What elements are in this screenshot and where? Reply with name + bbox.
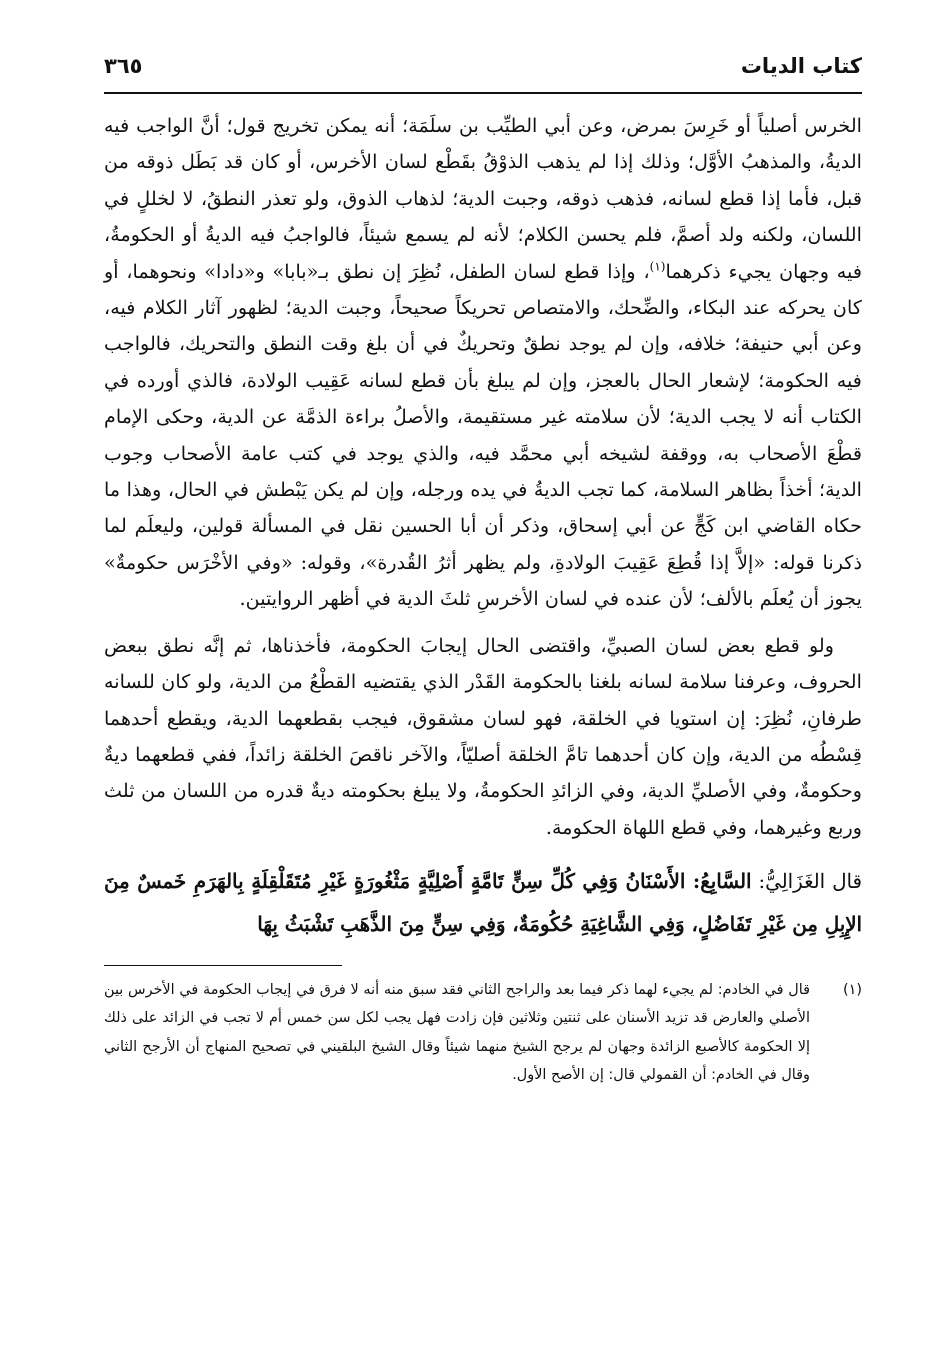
footnote-reference[interactable]: (١) (649, 259, 666, 274)
paragraph-1-text-b: ، وإذا قطع لسان الطفل، نُظِرَ إن نطق بـ«بابا» و«دادا» ونحوهما، أو كان يحركه عند البكاء، والضِّحك، والامتصاص تحريكاً صحيحاً، وجبت الدية؛ لظهور آثار الكلام فيه، وعن أبي حنيفة؛ خلافه، وإن لم يوجد نطقٌ وتحريكٌ في أن بلغ وقت النطق والتحريك، فالواجب فيه الحكومة؛ لإشعار الحال بالعجز، وإن لم يبلغ بأن قطع لسانه عَقِيب الولادة، فالذي أورده في الكتاب أنه لا يجب الدية؛ لأن سلامته غير مستقيمة، والأصلُ براءة الذمَّة عن الدية، وحكى الإمام قطْعَ الأصحاب به، ووقفة لشيخه أبي محمَّد فيه، والذي يوجد في كتب عامة الأصحاب وجوب الدية؛ أخذاً بظاهر السلامة، كما تجب الديةُ في يده ورجله، وإن لم يكن يَبْطش في الحال، وهذا ما حكاه القاضي ابن كَجٍّ عن أبي إسحاق، وذكر أن أبا الحسين نقل في المسألة قولين، وليعلَم لما ذكرنا قوله: «إلاَّ إذا قُطِعَ عَقِيبَ الولادةِ، ولم يظهر أثرُ القُدرة»، وقوله: «وفي الأخْرَس حكومةٌ» يجوز أن يُعلَم بالألف؛ لأن عنده في لسان الأخرسِ ثلثَ الدية في أظهر الروايتين. (104, 259, 862, 611)
running-header (104, 48, 862, 82)
paragraph-1 (104, 108, 862, 618)
footnote-1 (104, 976, 862, 1089)
page (104, 48, 862, 1338)
quote-intro: قال الغَزَالِيُّ: (751, 870, 862, 894)
paragraph-2: ولو قطع بعض لسان الصبيِّ، واقتضى الحال إيجابَ الحكومة، فأخذناها، ثم إنَّه نطق ببعض الحروف، وعرفنا سلامة لسانه بلغنا بالحكومة القَدْر الذي يقتضيه القطْعُ من الدية، ولو كان للسانه طرفانِ، نُظِرَ: إن استويا في الخلقة، فهو لسان مشقوق، فيجب بقطعهما الدية، ويقطع أحدهما قِسْطُه من الدية، وإن كان أحدهما تامَّ الخلقة أصليّاً، والآخر ناقصَ الخلقة زائداً، ففي قطعهما ديةٌ وحكومةٌ، وفي الأصليِّ الدية، وفي الزائدِ الحكومةُ، ولا يبلغ بحكومته ديةٌ قدره من اللسان من ثلث وربع وغيرهما، وفي قطع اللهاة الحكومة. (104, 633, 862, 839)
footnote-rule (104, 965, 342, 966)
header-rule (104, 92, 862, 94)
page-number: ٣٦٥ (104, 54, 143, 78)
chapter-title: كتاب الديات (740, 54, 862, 78)
ghazali-quote (104, 860, 862, 945)
footnote-text: قال في الخادم: لم يجيء لهما ذكر فيما بعد والراجح الثاني فقد سبق منه أنه لا فرق في إيجاب الحكومة في الأخرس بين الأصلي والعارض قد تزيد الأسنان على ثنتين وثلاثين فإن زادت فهل يجب لكل سن خمس أم لا تجب في الزائد على ذلك إلا الحكومة كالأصبع الزائدة وجهان لم يرجح الشيخ منهما شيئاً وقال الشيخ البلقيني في تصحيح المنهاج أن الأرجح الثاني وقال في الخادم: أن القمولي قال: إن الأصح الأول. (104, 982, 810, 1083)
footnote-number: (١) (843, 982, 862, 999)
quote-text: السَّابِعُ: الأَسْنَانُ وَفِي كُلِّ سِنٍّ تَامَّةٍ أَصْلِيَّةٍ مَثْغُورَةٍ غَيْرِ مُتَقَلْقِلَةٍ بِالهَرَمِ خَمسٌ مِنَ الإِبِلِ مِن غَيْرِ تَفَاضُلٍ، وَفِي الشَّاغِيَةِ حُكُومَةٌ، وَفِي سِنٍّ مِنَ الذَّهَبِ تَشْبَثُ بِهَا (104, 869, 862, 937)
paragraph-1-text-a: الخرس أصلياً أو خَرِسَ بمرض، وعن أبي الطيِّب بن سلَمَة؛ أنه يمكن تخريج قول؛ أنَّ الواجب فيه الديةُ، والمذهبُ الأوَّل؛ وذلك إذا لم يذهب الذوْقُ بقَطْع لسان الأخرس، أو كان قد بَطَل ذوقه من قبل، فأما إذا قطع لسانه، فذهب ذوقه، وجبت الدية؛ لذهاب الذوق، ولو تعذر النطقُ، لا لخللٍ في اللسان، ولكنه ولد أصمَّ، فلم يحسن الكلام؛ لأنه لم يسمع شيئاً، فالواجبُ فيه الديةُ أو الحكومةُ، فيه وجهان يجيء ذكرهما (104, 114, 862, 283)
